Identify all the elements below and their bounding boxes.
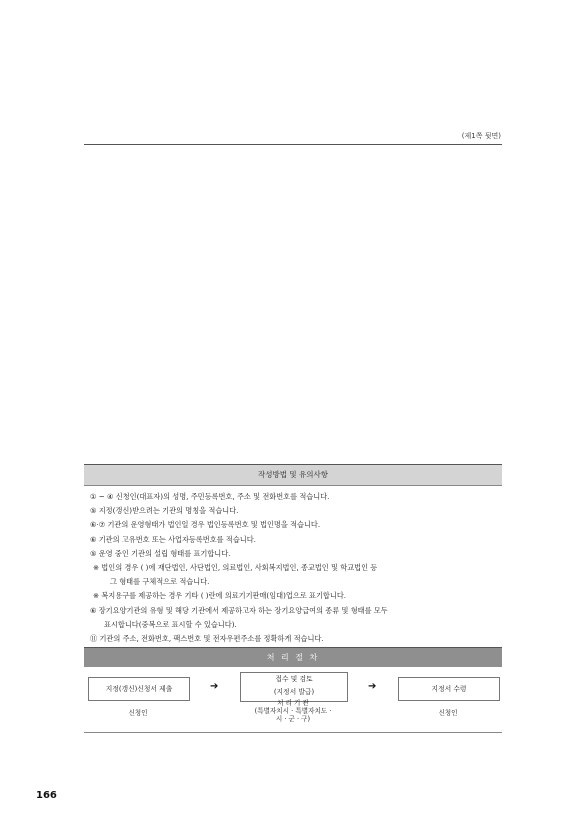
procedure-section	[84, 647, 502, 733]
instruction-item: ⑤ 운영 중인 기관의 설립 형태를 표기합니다.	[90, 548, 231, 558]
actor-applicant: 신청인	[128, 709, 148, 717]
instruction-item: ① ~ ④ 신청인(대표자)의 성명, 주민등록번호, 주소 및 전화번호를 적습니다.	[90, 492, 330, 501]
instruction-note: ※ 법인의 경우 ( )에 재단법인, 사단법인, 의료법인, 사회복지법인, 종교법인 및 학교법인 등	[93, 563, 378, 573]
step-receive-designation: 지정서 수령	[398, 677, 500, 701]
top-divider	[84, 144, 502, 145]
instruction-item: ⑥ 기관의 고유번호 또는 사업자등록번호를 적습니다.	[90, 534, 256, 544]
actor-processing-agency	[230, 699, 356, 723]
page-note: (제1쪽 뒷면)	[461, 132, 501, 140]
procedure-title: 처 리 절 차	[84, 648, 502, 667]
step-review-subtitle: (지정서 발급)	[273, 688, 315, 696]
instructions-section	[84, 464, 502, 646]
step-submit-application: 지정(갱신)신청서 제출	[88, 677, 190, 701]
instruction-item: ⑥ 장기요양기관의 유형 및 해당 기관에서 제공하고자 하는 장기요양급여의 종류 및 형태를 모두	[90, 605, 388, 615]
step-review	[240, 672, 348, 702]
step-review-title: 접수 및 검토	[275, 675, 313, 683]
instructions-list	[84, 486, 502, 646]
instruction-note: ※ 복지용구를 제공하는 경우 기타 ( )란에 의료기기판매(임대)업으로 표기합니다.	[93, 591, 347, 601]
instructions-title: 작성방법 및 유의사항	[84, 465, 502, 486]
instruction-item: ⑥·⑦ 기관의 운영형태가 법인일 경우 법인등록번호 및 법인명을 적습니다.	[90, 520, 321, 530]
page-number: 166	[36, 790, 57, 801]
instruction-item-continued: 표시합니다(중복으로 표시할 수 있습니다).	[104, 619, 237, 629]
actor-applicant: 신청인	[438, 709, 458, 717]
actor-agency-detail: (특별자치시 · 특별자치도 ·	[254, 707, 332, 715]
instruction-item: ⑤ 지정(갱신)받으려는 기관의 명칭을 적습니다.	[90, 506, 239, 516]
instruction-item: ⑪ 기관의 주소, 전화번호, 팩스번호 및 전자우편주소를 정확하게 적습니다.	[90, 634, 324, 644]
actor-agency-title: 처 리 기 관	[277, 699, 309, 707]
instruction-note-continued: 그 형태를 구체적으로 적습니다.	[110, 577, 210, 587]
arrow-right-icon: ➔	[368, 681, 377, 692]
actor-agency-detail: 시 · 군 · 구)	[275, 715, 311, 723]
arrow-right-icon: ➔	[210, 681, 219, 692]
